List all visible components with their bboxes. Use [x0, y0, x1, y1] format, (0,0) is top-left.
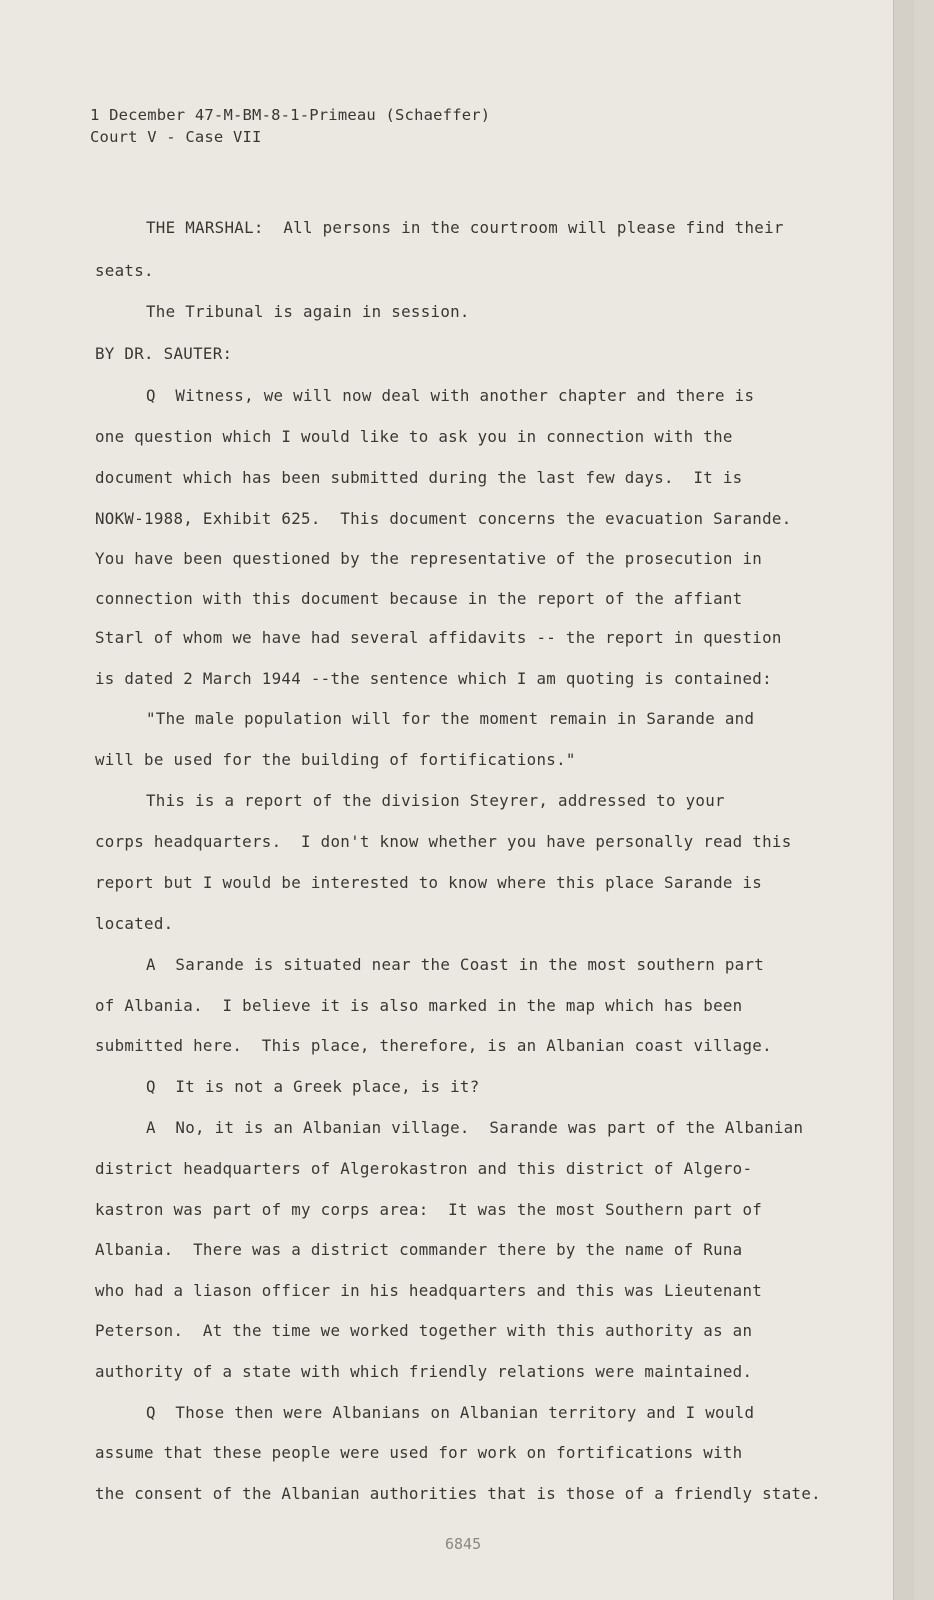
body-line: The Tribunal is again in session. [146, 302, 470, 321]
page-edge [893, 0, 914, 1600]
body-line: A Sarande is situated near the Coast in the most southern part [146, 955, 765, 974]
body-line: authority of a state with which friendly relations were maintained. [95, 1362, 753, 1381]
document-header [90, 104, 490, 148]
body-line: This is a report of the division Steyrer, addressed to your [146, 791, 725, 810]
body-line: THE MARSHAL: All persons in the courtroom will please find their [146, 218, 784, 237]
body-line: assume that these people were used for work on fortifications with [95, 1443, 743, 1462]
body-line: corps headquarters. I don't know whether you have personally read this [95, 832, 792, 851]
body-line: Q It is not a Greek place, is it? [146, 1077, 480, 1096]
body-line: will be used for the building of fortifications." [95, 750, 576, 769]
body-line: submitted here. This place, therefore, is an Albanian coast village. [95, 1036, 772, 1055]
body-line: seats. [95, 261, 154, 280]
body-line: of Albania. I believe it is also marked in the map which has been [95, 996, 743, 1015]
body-line: kastron was part of my corps area: It was the most Southern part of [95, 1200, 763, 1219]
header-line-date: 1 December 47-M-BM-8-1-Primeau (Schaeffer) [90, 106, 491, 124]
body-line: NOKW-1988, Exhibit 625. This document concerns the evacuation Sarande. [95, 509, 792, 528]
body-line: Peterson. At the time we worked together with this authority as an [95, 1321, 753, 1340]
body-line: Starl of whom we have had several affidavits -- the report in question [95, 628, 782, 647]
body-line: the consent of the Albanian authorities that is those of a friendly state. [95, 1484, 821, 1503]
body-line: connection with this document because in the report of the affiant [95, 589, 743, 608]
header-line-court: Court V - Case VII [90, 128, 262, 146]
body-line: "The male population will for the moment remain in Sarande and [146, 709, 755, 728]
body-line: BY DR. SAUTER: [95, 344, 233, 363]
body-line: You have been questioned by the representative of the prosecution in [95, 549, 763, 568]
body-line: report but I would be interested to know where this place Sarande is [95, 873, 763, 892]
body-line: Q Those then were Albanians on Albanian territory and I would [146, 1403, 755, 1422]
body-line: who had a liason officer in his headquarters and this was Lieutenant [95, 1281, 763, 1300]
body-line: Albania. There was a district commander there by the name of Runa [95, 1240, 743, 1259]
body-line: located. [95, 914, 174, 933]
body-line: A No, it is an Albanian village. Sarande was part of the Albanian [146, 1118, 804, 1137]
body-line: Q Witness, we will now deal with another chapter and there is [146, 386, 755, 405]
body-line: is dated 2 March 1944 --the sentence which I am quoting is contained: [95, 669, 772, 688]
body-line: document which has been submitted during the last few days. It is [95, 468, 743, 487]
body-line: district headquarters of Algerokastron and this district of Algero- [95, 1159, 753, 1178]
body-line: one question which I would like to ask you in connection with the [95, 427, 733, 446]
page-number: 6845 [445, 1535, 482, 1553]
